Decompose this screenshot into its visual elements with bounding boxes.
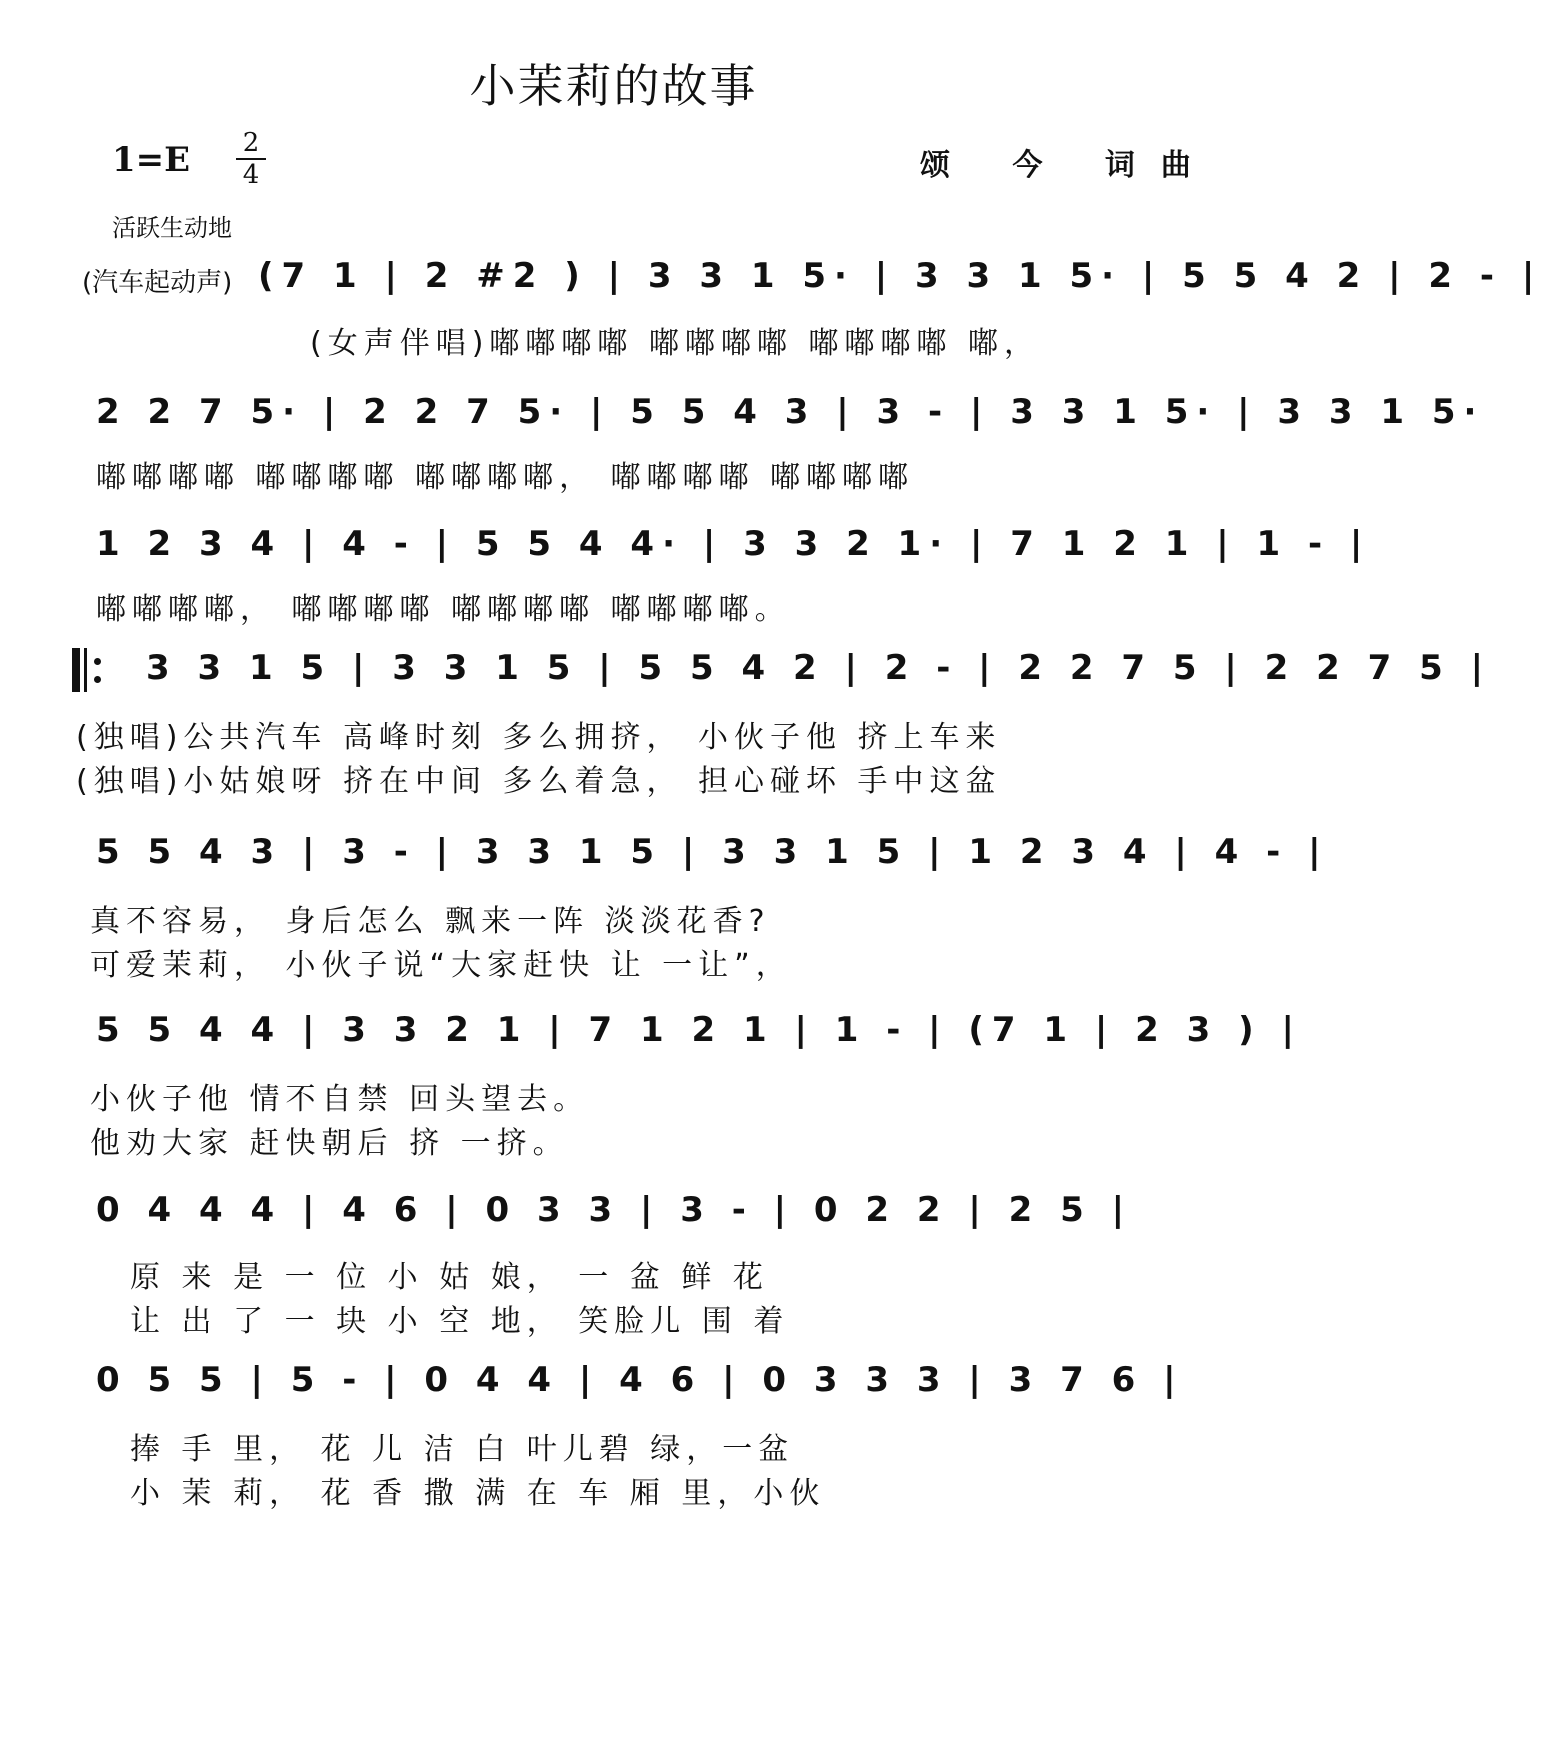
lyrics-row-4-verse-1: (独唱)公共汽车 高峰时刻 多么拥挤， 小伙子他 挤上车来 [76, 720, 1002, 755]
tempo-marking: 活跃生动地 [112, 214, 232, 242]
notes-row-8: 0 5 5 | 5 - | 0 4 4 | 4 6 | 0 3 3 3 | 3 7 6 | [96, 1360, 1184, 1400]
lyrics-row-1: (女声伴唱)嘟嘟嘟嘟 嘟嘟嘟嘟 嘟嘟嘟嘟 嘟， [310, 326, 1041, 361]
lyrics-row-7-verse-2: 让 出 了 一 块 小 空 地， 笑脸儿 围 着 [130, 1304, 790, 1339]
lyrics-row-6-verse-1: 小伙子他 情不自禁 回头望去。 [90, 1082, 590, 1117]
time-sig-top: 2 [242, 128, 260, 158]
intro-label: (汽车起动声) [82, 268, 233, 298]
notes-row-5: 5 5 4 3 | 3 - | 3 3 1 5 | 3 3 1 5 | 1 2 3 4 | 4 - | [96, 832, 1329, 872]
time-signature [236, 130, 266, 188]
notes-row-6: 5 5 4 4 | 3 3 2 1 | 7 1 2 1 | 1 - | (7 1 | 2 3 ) | [96, 1010, 1302, 1050]
lyrics-row-8-verse-2: 小 茉 莉， 花 香 撒 满 在 车 厢 里，小伙 [130, 1476, 826, 1511]
lyrics-row-5-verse-1: 真不容易， 身后怎么 飘来一阵 淡淡花香? [90, 904, 771, 939]
lyrics-row-3: 嘟嘟嘟嘟， 嘟嘟嘟嘟 嘟嘟嘟嘟 嘟嘟嘟嘟。 [96, 592, 791, 627]
notes-row-3: 1 2 3 4 | 4 - | 5 5 4 4· | 3 3 2 1· | 7 1 2 1 | 1 - | [96, 524, 1371, 564]
credit: 颂 今 词曲 [920, 148, 1217, 183]
lyrics-row-8-verse-1: 捧 手 里， 花 儿 洁 白 叶儿碧 绿，一盆 [130, 1432, 795, 1467]
notes-row-1: (7 1 | 2 #2 ) | 3 3 1 5· | 3 3 1 5· | 5 5 4 2 | 2 - | [258, 256, 1542, 296]
notes-row-2: 2 2 7 5· | 2 2 7 5· | 5 5 4 3 | 3 - | 3 3 1 5· | 3 3 1 5· [96, 392, 1485, 432]
key-signature: 1=E [112, 140, 191, 180]
song-title: 小茉莉的故事 [469, 59, 758, 113]
lyrics-row-4-verse-2: (独唱)小姑娘呀 挤在中间 多么着急， 担心碰坏 手中这盆 [76, 764, 1002, 799]
time-sig-bottom: 4 [242, 160, 260, 190]
notes-row-4: 3 3 1 5 | 3 3 1 5 | 5 5 4 2 | 2 - | 2 2 7 5 | 2 2 7 5 | [146, 648, 1492, 688]
lyrics-row-2: 嘟嘟嘟嘟 嘟嘟嘟嘟 嘟嘟嘟嘟， 嘟嘟嘟嘟 嘟嘟嘟嘟 [96, 460, 915, 495]
notes-row-7: 0 4 4 4 | 4 6 | 0 3 3 | 3 - | 0 2 2 | 2 5 | [96, 1190, 1133, 1230]
lyrics-row-7-verse-1: 原 来 是 一 位 小 姑 娘， 一 盆 鲜 花 [130, 1260, 769, 1295]
lyrics-row-6-verse-2: 他劝大家 赶快朝后 挤 一挤。 [90, 1126, 569, 1161]
lyrics-row-5-verse-2: 可爱茉莉， 小伙子说“大家赶快 让 一让”， [90, 948, 792, 983]
